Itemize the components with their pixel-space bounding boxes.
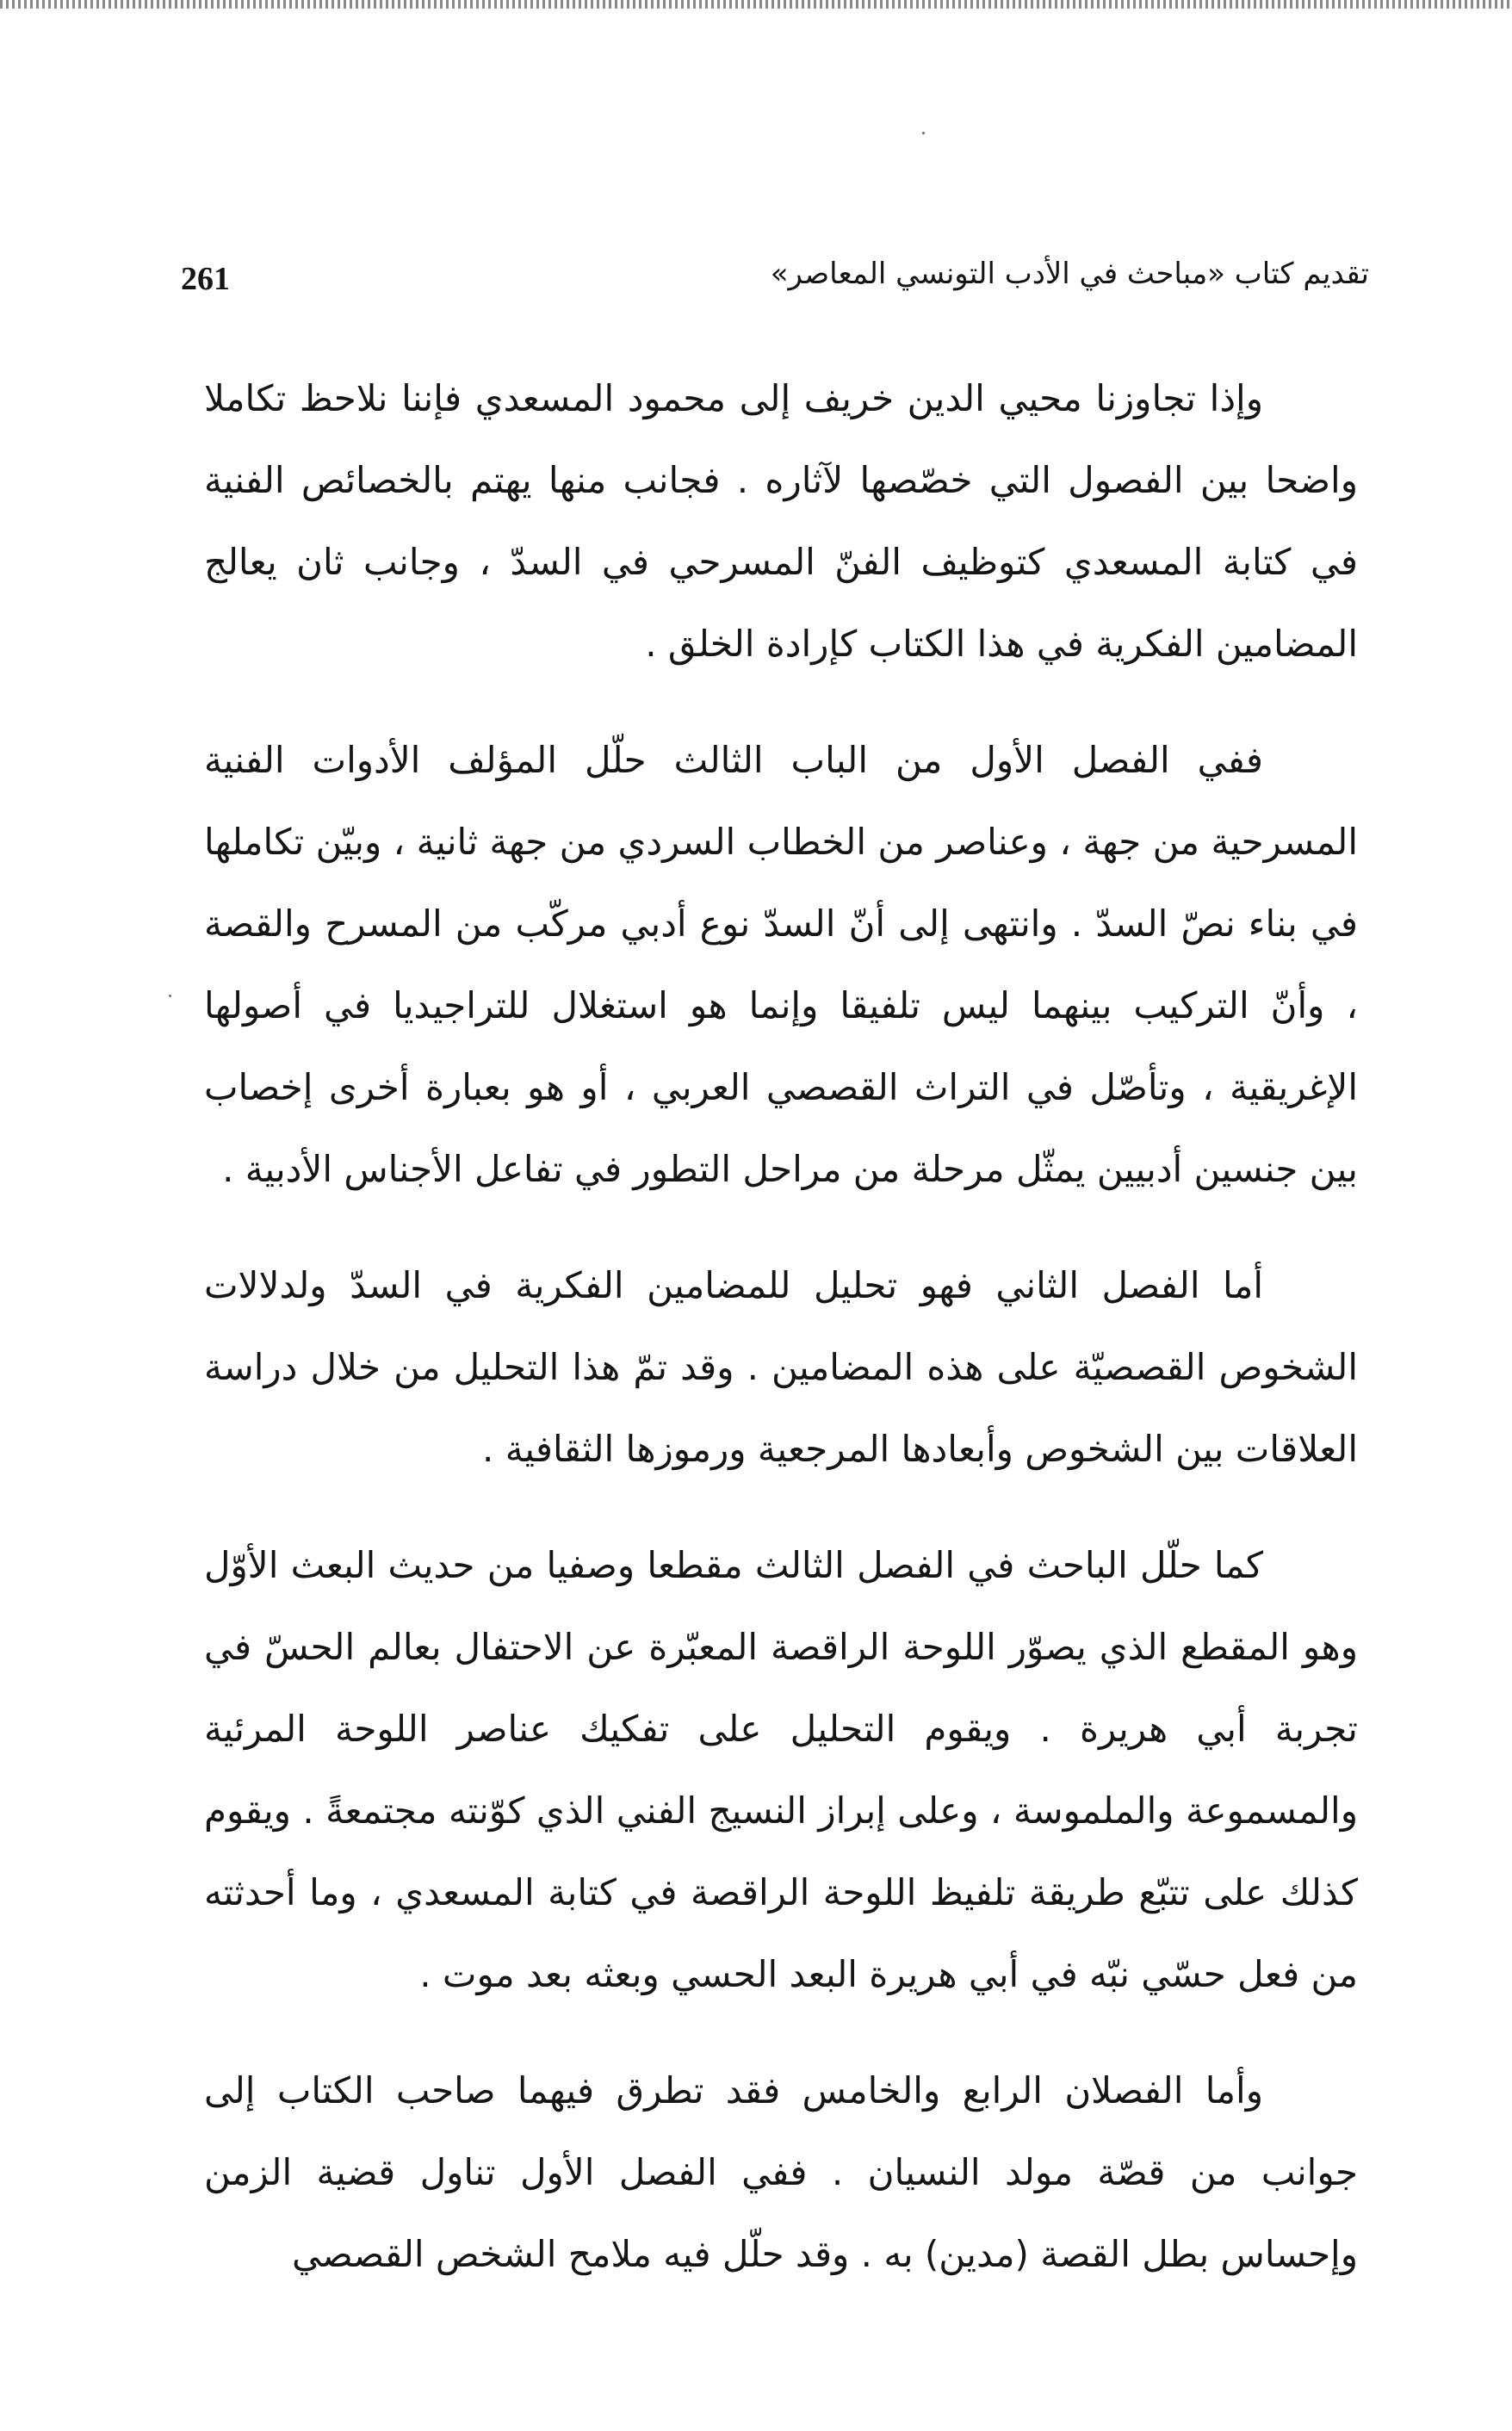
paragraph-chapter-three: كما حلّل الباحث في الفصل الثالث مقطعا وصفيا من حديث البعث الأوّل وهو المقطع الذي يصوّر اللوحة الراقصة المعبّرة عن الاحتفال بعالم الحسّ في تجربة أبي هريرة . ويقوم التحليل على تفكيك عناصر اللوحة المرئية والمسموعة والملموسة ، وعلى إبراز النسيج الفني الذي كوّنته مجتمعةً . ويقوم كذلك على تتبّع طريقة تلفيظ اللوحة الراقصة في كتابة المسعدي ، وما أحدثته من فعل حسّي نبّه في أبي هريرة البعد الحسي وبعثه بعد موت . xyxy=(204,1544,1358,1995)
paragraph-mahmoud-messaadi: وإذا تجاوزنا محيي الدين خريف إلى محمود المسعدي فإننا نلاحظ تكاملا واضحا بين الفصول التي خصّصها لآثاره . فجانب منها يهتم بالخصائص الفنية في كتابة المسعدي كتوظيف الفنّ المسرحي في السدّ ، وجانب ثان يعالج المضامين الفكرية في هذا الكتاب كإرادة الخلق . xyxy=(204,377,1358,665)
scan-speck xyxy=(169,995,171,997)
scan-speck xyxy=(922,132,925,134)
page-number: 261 xyxy=(181,261,230,297)
running-title: تقديم كتاب «مباحث في الأدب التونسي المعاصر» xyxy=(770,257,1369,291)
scan-top-edge xyxy=(0,0,1512,9)
paragraph-chapters-four-five: وأما الفصلان الرابع والخامس فقد تطرق فيهما صاحب الكتاب إلى جوانب من قصّة مولد النسيان . ففي الفصل الأول تناول قضية الزمن وإحساس بطل القصة (مدين) به . وقد حلّل فيه ملامح الشخص القصصي xyxy=(204,2069,1358,2275)
body-text xyxy=(204,357,1358,2295)
paragraph-chapter-one: ففي الفصل الأول من الباب الثالث حلّل المؤلف الأدوات الفنية المسرحية من جهة ، وعناصر من الخطاب السردي من جهة ثانية ، وبيّن تكاملها في بناء نصّ السدّ . وانتهى إلى أنّ السدّ نوع أدبي مركّب من المسرح والقصة ، وأنّ التركيب بينهما ليس تلفيقا وإنما هو استغلال للتراجيديا في أصولها الإغريقية ، وتأصّل في التراث القصصي العربي ، أو هو بعبارة أخرى إخصاب بين جنسين أدبيين يمثّل مرحلة من مراحل التطور في تفاعل الأجناس الأدبية . xyxy=(204,739,1358,1190)
running-head xyxy=(181,251,1369,312)
paragraph-chapter-two: أما الفصل الثاني فهو تحليل للمضامين الفكرية في السدّ ولدلالات الشخوص القصصيّة على هذه المضامين . وقد تمّ هذا التحليل من خلال دراسة العلاقات بين الشخوص وأبعادها المرجعية ورموزها الثقافية . xyxy=(204,1264,1358,1470)
